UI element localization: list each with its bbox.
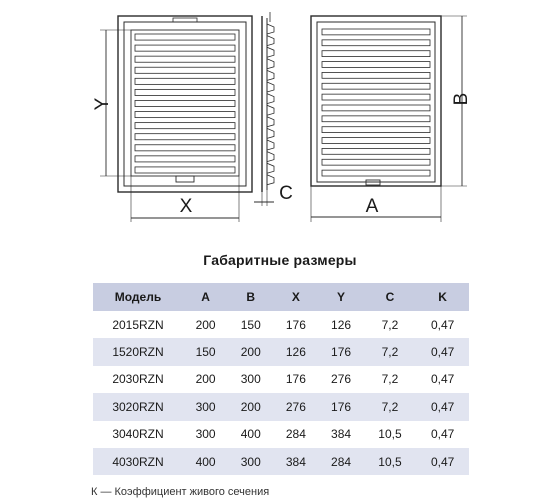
louvre-slat xyxy=(322,29,430,35)
cell-a: 400 xyxy=(183,448,228,475)
louvre-slat xyxy=(135,123,235,129)
section-title: Габаритные размеры xyxy=(203,252,357,268)
louvre-slat xyxy=(135,89,235,95)
louvre-slat xyxy=(135,45,235,51)
cell-model: 3040RZN xyxy=(112,427,164,442)
cell-b: 400 xyxy=(240,427,261,442)
cell-model: 2015RZN xyxy=(112,317,164,332)
side-slat-profile xyxy=(267,47,274,57)
cell-model: 1520RZN xyxy=(93,338,183,365)
side-slat-profile xyxy=(267,82,274,92)
louvre-slat xyxy=(322,159,430,165)
cell-c: 7,2 xyxy=(364,338,417,365)
side-slat-profile xyxy=(267,70,274,80)
cell-x: 284 xyxy=(285,427,306,442)
louvre-slat xyxy=(322,40,430,46)
cell-y: 276 xyxy=(331,372,352,387)
cell-k: 0,47 xyxy=(416,338,469,365)
louvre-slat xyxy=(135,34,235,40)
cell-c: 7,2 xyxy=(381,317,399,332)
louvre-slat xyxy=(322,51,430,57)
louvre-slat xyxy=(322,72,430,78)
header-a: A xyxy=(183,283,228,311)
side-slat-profile xyxy=(267,140,274,150)
louvre-slat xyxy=(322,83,430,89)
cell-y: 176 xyxy=(318,338,363,365)
side-slat-profile xyxy=(267,36,274,46)
cell-a: 300 xyxy=(183,393,228,420)
side-slat-profile xyxy=(267,94,274,104)
louvre-slat xyxy=(135,56,235,62)
table-row xyxy=(93,393,469,420)
table-row xyxy=(93,338,469,365)
louvre-slat xyxy=(135,145,235,151)
cell-x: 176 xyxy=(285,372,306,387)
cell-c: 7,2 xyxy=(364,393,417,420)
cell-y: 126 xyxy=(331,317,352,332)
dimensions-table xyxy=(93,283,469,475)
cell-a: 200 xyxy=(195,317,216,332)
cell-y: 284 xyxy=(318,448,363,475)
header-y: Y xyxy=(318,283,363,311)
back-view-drawing xyxy=(311,16,472,222)
table-row xyxy=(93,448,469,475)
cell-x: 176 xyxy=(285,317,306,332)
table-row xyxy=(93,311,469,338)
table-header-row xyxy=(93,283,469,311)
cell-a: 200 xyxy=(195,372,216,387)
louvre-slat xyxy=(135,112,235,118)
header-b: B xyxy=(228,283,273,311)
dimension-label-y: Y xyxy=(92,97,113,111)
table-row xyxy=(93,366,469,393)
front-view-drawing xyxy=(92,16,252,222)
footnote: К — Коэффициент живого сечения xyxy=(91,486,270,498)
cell-k: 0,47 xyxy=(430,372,455,387)
dimension-label-b: B xyxy=(451,92,472,106)
louvre-slat xyxy=(135,167,235,173)
cell-x: 276 xyxy=(273,393,318,420)
cell-b: 200 xyxy=(228,393,273,420)
side-slat-profile xyxy=(267,175,274,185)
louvre-slat xyxy=(322,170,430,176)
cell-model: 2030RZN xyxy=(112,372,164,387)
cell-k: 0,47 xyxy=(430,317,455,332)
louvre-slat xyxy=(322,127,430,133)
louvre-slat xyxy=(135,78,235,84)
table-row xyxy=(93,421,469,448)
cell-c: 7,2 xyxy=(381,372,399,387)
cell-a: 150 xyxy=(183,338,228,365)
cell-x: 126 xyxy=(273,338,318,365)
side-slat-profile xyxy=(267,24,274,34)
side-view-drawing xyxy=(254,12,293,206)
dimension-label-x: X xyxy=(179,196,193,217)
louvre-slat xyxy=(322,148,430,154)
cell-c: 10,5 xyxy=(378,427,402,442)
cell-b: 300 xyxy=(228,448,273,475)
header-k: K xyxy=(416,283,469,311)
cell-b: 300 xyxy=(240,372,261,387)
cell-model: 4030RZN xyxy=(93,448,183,475)
dimension-label-a: A xyxy=(365,196,379,217)
header-c: C xyxy=(364,283,417,311)
cell-k: 0,47 xyxy=(416,448,469,475)
cell-y: 384 xyxy=(331,427,352,442)
side-slat-profile xyxy=(267,163,274,173)
louvre-slat xyxy=(135,100,235,106)
dimension-label-c: C xyxy=(279,183,293,204)
louvre-slat xyxy=(322,94,430,100)
cell-k: 0,47 xyxy=(416,393,469,420)
header-x: X xyxy=(273,283,318,311)
louvre-slat xyxy=(322,116,430,122)
cell-b: 150 xyxy=(240,317,261,332)
technical-drawings xyxy=(0,0,560,235)
louvre-slat xyxy=(135,67,235,73)
cell-c: 10,5 xyxy=(364,448,417,475)
side-slat-profile xyxy=(267,59,274,69)
side-slat-profile xyxy=(267,128,274,138)
side-slat-profile xyxy=(267,105,274,115)
cell-k: 0,47 xyxy=(430,427,455,442)
cell-b: 200 xyxy=(228,338,273,365)
louvre-slat xyxy=(135,156,235,162)
cell-x: 384 xyxy=(273,448,318,475)
louvre-slat xyxy=(322,62,430,68)
cell-a: 300 xyxy=(195,427,216,442)
louvre-slat xyxy=(322,105,430,111)
louvre-slat xyxy=(135,134,235,140)
side-slat-profile xyxy=(267,152,274,162)
louvre-slat xyxy=(322,138,430,144)
header-model: Модель xyxy=(93,283,183,311)
side-slat-profile xyxy=(267,117,274,127)
cell-model: 3020RZN xyxy=(93,393,183,420)
cell-y: 176 xyxy=(318,393,363,420)
